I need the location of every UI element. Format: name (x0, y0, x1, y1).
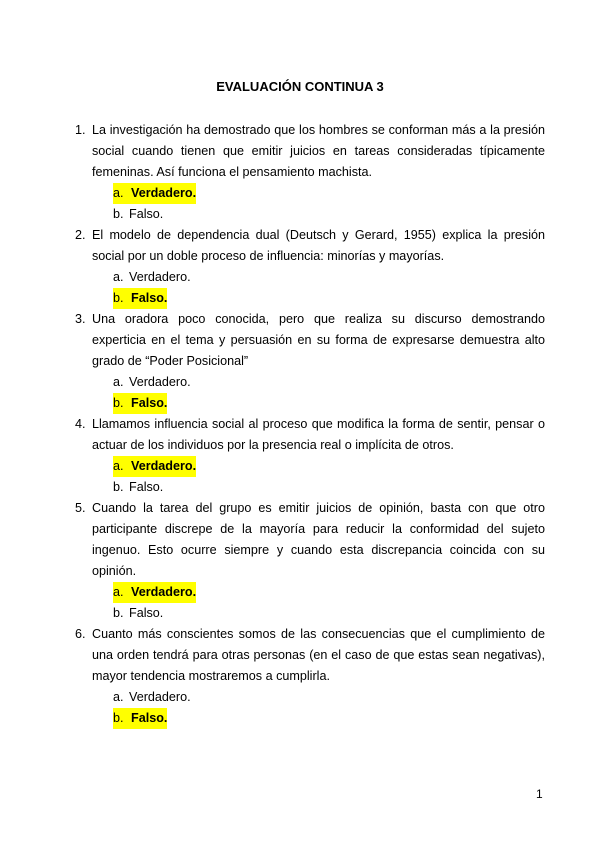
question-item (75, 225, 545, 309)
answer-option (75, 477, 545, 498)
answer-option (75, 603, 545, 624)
option-text: Verdadero. (131, 456, 196, 477)
question-number: 2. (75, 228, 86, 242)
question-row (75, 498, 545, 582)
question-text: Cuando la tarea del grupo es emitir juicios de opinión, basta con que otro participante discrepe de la mayoría para reducir la conformidad del sujeto ingenuo. Esto ocurre siempre y cuando esta discrepancia coincida con su opinión. (92, 501, 545, 578)
question-item (75, 414, 545, 498)
option-letter: a. (113, 183, 131, 204)
option-text: Falso. (131, 288, 167, 309)
answer-option-correct (75, 183, 545, 204)
option-letter: b. (113, 708, 131, 729)
option-letter: a. (113, 690, 124, 704)
option-text: Verdadero. (129, 270, 191, 284)
question-row (75, 414, 545, 456)
question-item (75, 624, 545, 729)
option-text: Verdadero. (129, 375, 191, 389)
answer-option (75, 267, 545, 288)
question-text: La investigación ha demostrado que los hombres se conforman más a la presión social cuando tienen que emitir juicios en tareas consideradas típicamente femeninas. Así funciona el pensamiento machista. (92, 123, 545, 179)
question-item (75, 309, 545, 414)
question-text: El modelo de dependencia dual (Deutsch y Gerard, 1955) explica la presión social por un doble proceso de influencia: minorías y mayorías. (92, 228, 545, 263)
answer-option-correct (75, 393, 545, 414)
option-text: Verdadero. (131, 183, 196, 204)
question-list (75, 120, 545, 729)
question-number: 1. (75, 123, 86, 137)
option-letter: b. (113, 480, 124, 494)
option-text: Falso. (129, 207, 164, 221)
option-letter: a. (113, 582, 131, 603)
question-number: 3. (75, 312, 86, 326)
question-row (75, 225, 545, 267)
option-letter: a. (113, 456, 131, 477)
answer-option (75, 372, 545, 393)
page-title: EVALUACIÓN CONTINUA 3 (216, 79, 384, 94)
question-text: Cuanto más conscientes somos de las consecuencias que el cumplimiento de una orden tendrá para otras personas (en el caso de que estas sean negativas), mayor tendencia mostraremos a cumplirla. (92, 627, 545, 683)
page-number: 1 (536, 787, 543, 801)
question-text: Una oradora poco conocida, pero que realiza su discurso demostrando experticia en el tema y persuasión en su forma de expresarse demuestra alto grado de “Poder Posicional” (92, 312, 545, 368)
answer-option-correct (75, 456, 545, 477)
question-number: 6. (75, 627, 86, 641)
option-letter: b. (113, 207, 124, 221)
option-text: Falso. (131, 393, 167, 414)
option-letter: b. (113, 288, 131, 309)
option-letter: a. (113, 270, 124, 284)
question-row (75, 309, 545, 372)
answer-option-correct (75, 582, 545, 603)
answer-option (75, 687, 545, 708)
option-letter: b. (113, 393, 131, 414)
option-letter: b. (113, 606, 124, 620)
answer-option-correct (75, 288, 545, 309)
question-item (75, 120, 545, 225)
option-text: Verdadero. (131, 582, 196, 603)
option-letter: a. (113, 375, 124, 389)
option-text: Verdadero. (129, 690, 191, 704)
question-item (75, 498, 545, 624)
answer-option-correct (75, 708, 545, 729)
question-row (75, 120, 545, 183)
question-row (75, 624, 545, 687)
question-number: 5. (75, 501, 86, 515)
question-number: 4. (75, 417, 86, 431)
answer-option (75, 204, 545, 225)
option-text: Falso. (129, 480, 164, 494)
option-text: Falso. (129, 606, 164, 620)
option-text: Falso. (131, 708, 167, 729)
question-text: Llamamos influencia social al proceso que modifica la forma de sentir, pensar o actuar de los individuos por la presencia real o implícita de otros. (92, 417, 545, 452)
